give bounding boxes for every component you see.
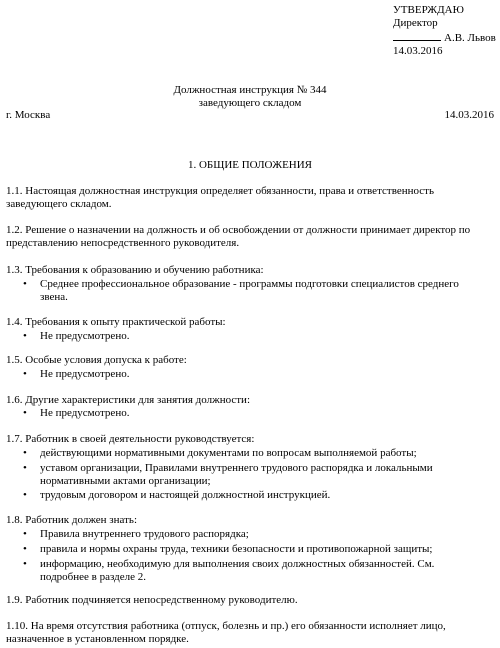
text-line: действующими нормативными документами по вопросам выполняемой работы; [40, 447, 417, 459]
text-line: уставом организации, Правилами внутреннего трудового распорядка и локальными [40, 462, 433, 474]
section-title: 1. ОБЩИЕ ПОЛОЖЕНИЯ [187, 159, 313, 171]
signature-line [393, 30, 441, 41]
bullet-icon: • [23, 543, 27, 555]
city: г. Москва [6, 109, 51, 121]
paragraph-1-4: 1.4. Требования к опыту практической работы: [6, 316, 226, 328]
bullet-icon: • [23, 330, 27, 342]
list-item [23, 407, 490, 420]
list-item [23, 489, 490, 502]
bullet-icon: • [23, 447, 27, 459]
paragraph-1-7: 1.7. Работник в своей деятельности руководствуется: [6, 433, 255, 445]
text-line: Не предусмотрено. [40, 368, 130, 380]
paragraph-1-3: 1.3. Требования к образованию и обучению работника: [6, 264, 264, 276]
list-item [23, 330, 490, 343]
text-line: представлению непосредственного руководителя. [6, 237, 240, 249]
text-line: 1.10. На время отсутствия работника (отпуск, болезнь и пр.) его обязанности исполняет лицо, [6, 620, 446, 632]
text-line: заведующего складом. [6, 198, 112, 210]
text-line: 1.1. Настоящая должностная инструкция определяет обязанности, права и ответственность [6, 185, 434, 197]
list-item [23, 543, 490, 556]
approver-name: А.В. Львов [444, 32, 496, 44]
paragraph-1-10 [6, 620, 494, 646]
text-line: Не предусмотрено. [40, 407, 130, 419]
paragraph-1-6: 1.6. Другие характеристики для занятия должности: [6, 394, 250, 406]
document-title: Должностная инструкция № 344 [173, 84, 327, 96]
text-line: Правила внутреннего трудового распорядка; [40, 528, 249, 540]
list-item [23, 558, 490, 584]
list-item [23, 447, 490, 460]
list-item [23, 278, 490, 304]
list-item [23, 528, 490, 541]
signature-row [393, 30, 499, 45]
bullet-icon: • [23, 489, 27, 501]
text-line: Не предусмотрено. [40, 330, 130, 342]
approver-position: Директор [393, 17, 438, 29]
bullet-icon: • [23, 462, 27, 474]
approval-date: 14.03.2016 [393, 45, 443, 57]
approval-block [393, 4, 499, 58]
bullet-icon: • [23, 278, 27, 290]
paragraph-1-1 [6, 185, 494, 211]
text-line: информацию, необходимую для выполнения своих должностных обязанностей. См. [40, 558, 435, 570]
text-line: правила и нормы охраны труда, техники безопасности и противопожарной защиты; [40, 543, 433, 555]
text-line: трудовым договором и настоящей должностной инструкцией. [40, 489, 331, 501]
list-item [23, 462, 490, 488]
text-line: подробнее в разделе 2. [40, 571, 146, 583]
text-line: 1.2. Решение о назначении на должность и об освобождении от должности принимает директор по [6, 224, 471, 236]
approval-heading: УТВЕРЖДАЮ [393, 4, 464, 16]
paragraph-1-2 [6, 224, 494, 250]
bullet-icon: • [23, 528, 27, 540]
bullet-icon: • [23, 558, 27, 570]
bullet-icon: • [23, 368, 27, 380]
paragraph-1-8: 1.8. Работник должен знать: [6, 514, 138, 526]
document-date: 14.03.2016 [444, 109, 494, 121]
text-line: Среднее профессиональное образование - программы подготовки специалистов среднего [40, 278, 459, 290]
text-line: назначенное в установленном порядке. [6, 633, 189, 645]
paragraph-1-5: 1.5. Особые условия допуска к работе: [6, 354, 187, 366]
paragraph-1-9: 1.9. Работник подчиняется непосредственному руководителю. [6, 594, 298, 606]
text-line: нормативными актами организации; [40, 475, 211, 487]
list-item [23, 368, 490, 381]
bullet-icon: • [23, 407, 27, 419]
text-line: звена. [40, 291, 68, 303]
document-subtitle: заведующего складом [198, 97, 302, 109]
